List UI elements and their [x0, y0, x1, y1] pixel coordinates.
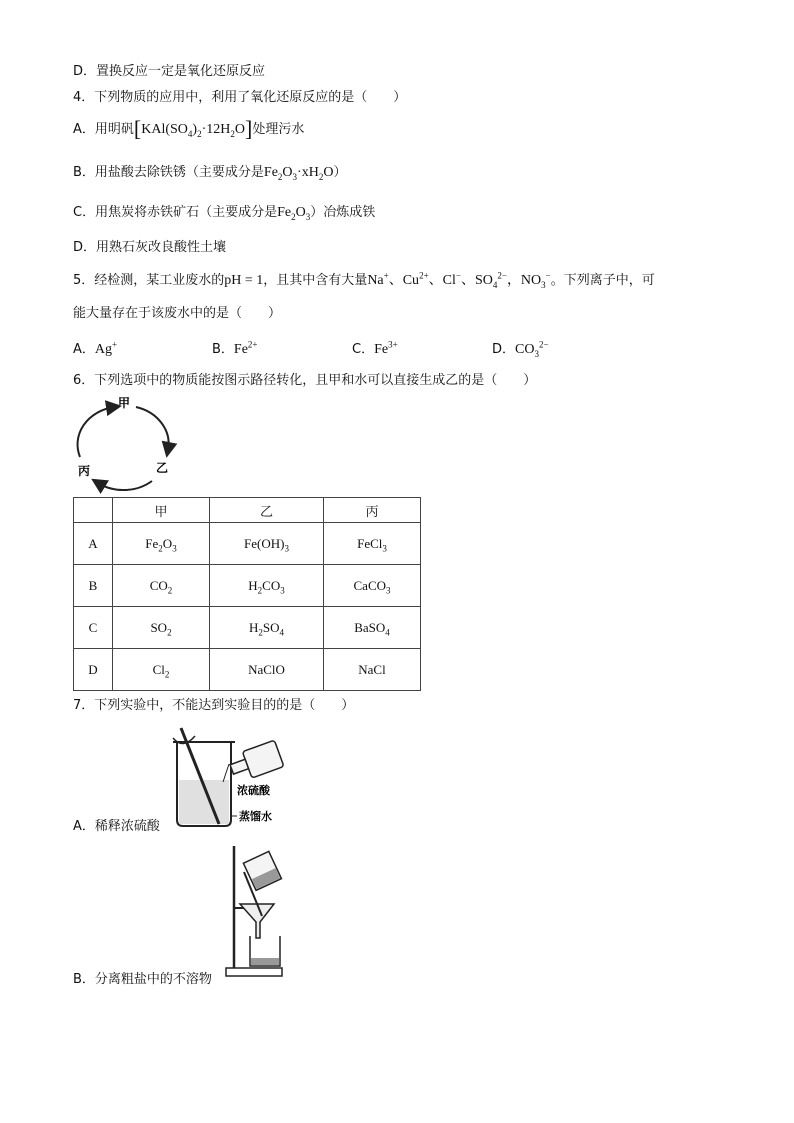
table-cell: CaCO$_3$ [324, 565, 421, 607]
label-water: 蒸馏水 [239, 810, 272, 823]
table-cell: NaClO [210, 649, 324, 691]
q4-option-c [73, 204, 375, 222]
q4-option-d: D．用熟石灰改良酸性土壤 [73, 240, 227, 255]
q5-option-b: B．$Fe^{2+}$ [212, 339, 258, 357]
q4c-formula: $Fe_2O_3$ [277, 205, 311, 222]
q5-ions: Na+、$Cu^{2+}$、Cl−、$SO_4^{2-}$，$NO_3^-$ [367, 270, 551, 290]
filtration-figure [222, 842, 292, 982]
q5-option-a: A．Ag+ [73, 339, 118, 357]
q5b-label: B． [212, 342, 234, 357]
q4c-text: C．用焦炭将赤铁矿石（主要成分是 [73, 205, 278, 220]
q3-option-d: D．置换反应一定是氧化还原反应 [73, 64, 266, 79]
q5-option-c: C．$Fe^{3+}$ [352, 339, 398, 357]
table-cell: $Fe(OH)_3$ [210, 523, 324, 565]
q7-stem: 7．下列实验中，不能达到实验目的的是（ ） [73, 698, 355, 713]
table-cell: $SO_2$ [113, 607, 210, 649]
q4a-formula: $[KAl(SO_4)_2\cdot 12H_2O]$ [133, 116, 253, 141]
q4-option-b [73, 164, 346, 182]
arrow-top-right [136, 407, 169, 450]
table-cell: FeCl$_3$ [324, 523, 421, 565]
q4b-text-post: ） [333, 165, 347, 180]
arrow-left-top [78, 407, 114, 457]
table-cell: BaSO$_4$ [324, 607, 421, 649]
conversion-cycle-diagram [70, 395, 185, 495]
table-cell: $Cl_2$ [113, 649, 210, 691]
q5-stem [73, 272, 655, 290]
q4b-text: B．用盐酸去除铁锈（主要成分是 [73, 165, 264, 180]
table-row [74, 607, 421, 649]
table-header-row [74, 498, 421, 523]
q5-ph: pH = 1 [224, 273, 264, 288]
q4-stem: 4．下列物质的应用中，利用了氧化还原反应的是（ ） [73, 90, 407, 105]
table-header-cell: 乙 [210, 498, 324, 523]
table-cell: D [74, 649, 113, 691]
cycle-label-top: 甲 [118, 396, 131, 410]
table-row [74, 649, 421, 691]
table-cell: NaCl [324, 649, 421, 691]
table-header-cell [74, 498, 113, 523]
options-table [73, 497, 421, 691]
table-row [74, 565, 421, 607]
cycle-label-right: 乙 [156, 461, 169, 475]
q5d-label: D． [492, 342, 516, 357]
q7-option-a: A．稀释浓硫酸 [73, 819, 160, 834]
q4-option-a [73, 116, 305, 141]
q5-text-mid: ，且其中含有大量 [263, 273, 368, 288]
table-cell: A [74, 523, 113, 565]
q4a-text: A．用明矾 [73, 122, 134, 137]
label-acid: 浓硫酸 [237, 784, 270, 797]
table-cell: $H_2SO_4$ [210, 607, 324, 649]
q5-option-d: D．$CO_3^{2-}$ [492, 339, 549, 359]
q5a-label: A． [73, 342, 95, 357]
table-cell: $Fe_2O_3$ [113, 523, 210, 565]
cycle-label-left: 丙 [78, 464, 91, 478]
q5-text: 5．经检测，某工业废水的 [73, 273, 225, 288]
q4c-text-post: ）冶炼成铁 [310, 205, 376, 220]
q7-option-b: B．分离粗盐中的不溶物 [73, 972, 212, 987]
dilute-acid-figure [165, 722, 285, 834]
table-cell: B [74, 565, 113, 607]
table-cell: C [74, 607, 113, 649]
table-header-cell: 甲 [113, 498, 210, 523]
table-cell: $CO_2$ [113, 565, 210, 607]
q5-stem-line2: 能大量存在于该废水中的是（ ） [73, 306, 282, 321]
q5-text-post: 。下列离子中，可 [550, 273, 655, 288]
q5c-label: C． [352, 342, 375, 357]
table-row [74, 523, 421, 565]
q6-stem: 6．下列选项中的物质能按图示路径转化，且甲和水可以直接生成乙的是（ ） [73, 373, 537, 388]
q4b-formula: $Fe_2O_3\cdot xH_2O$ [263, 165, 334, 182]
q4a-text-post: 处理污水 [252, 122, 305, 137]
arrow-right-left [98, 481, 152, 490]
table-header-cell: 丙 [324, 498, 421, 523]
table-cell: $H_2CO_3$ [210, 565, 324, 607]
